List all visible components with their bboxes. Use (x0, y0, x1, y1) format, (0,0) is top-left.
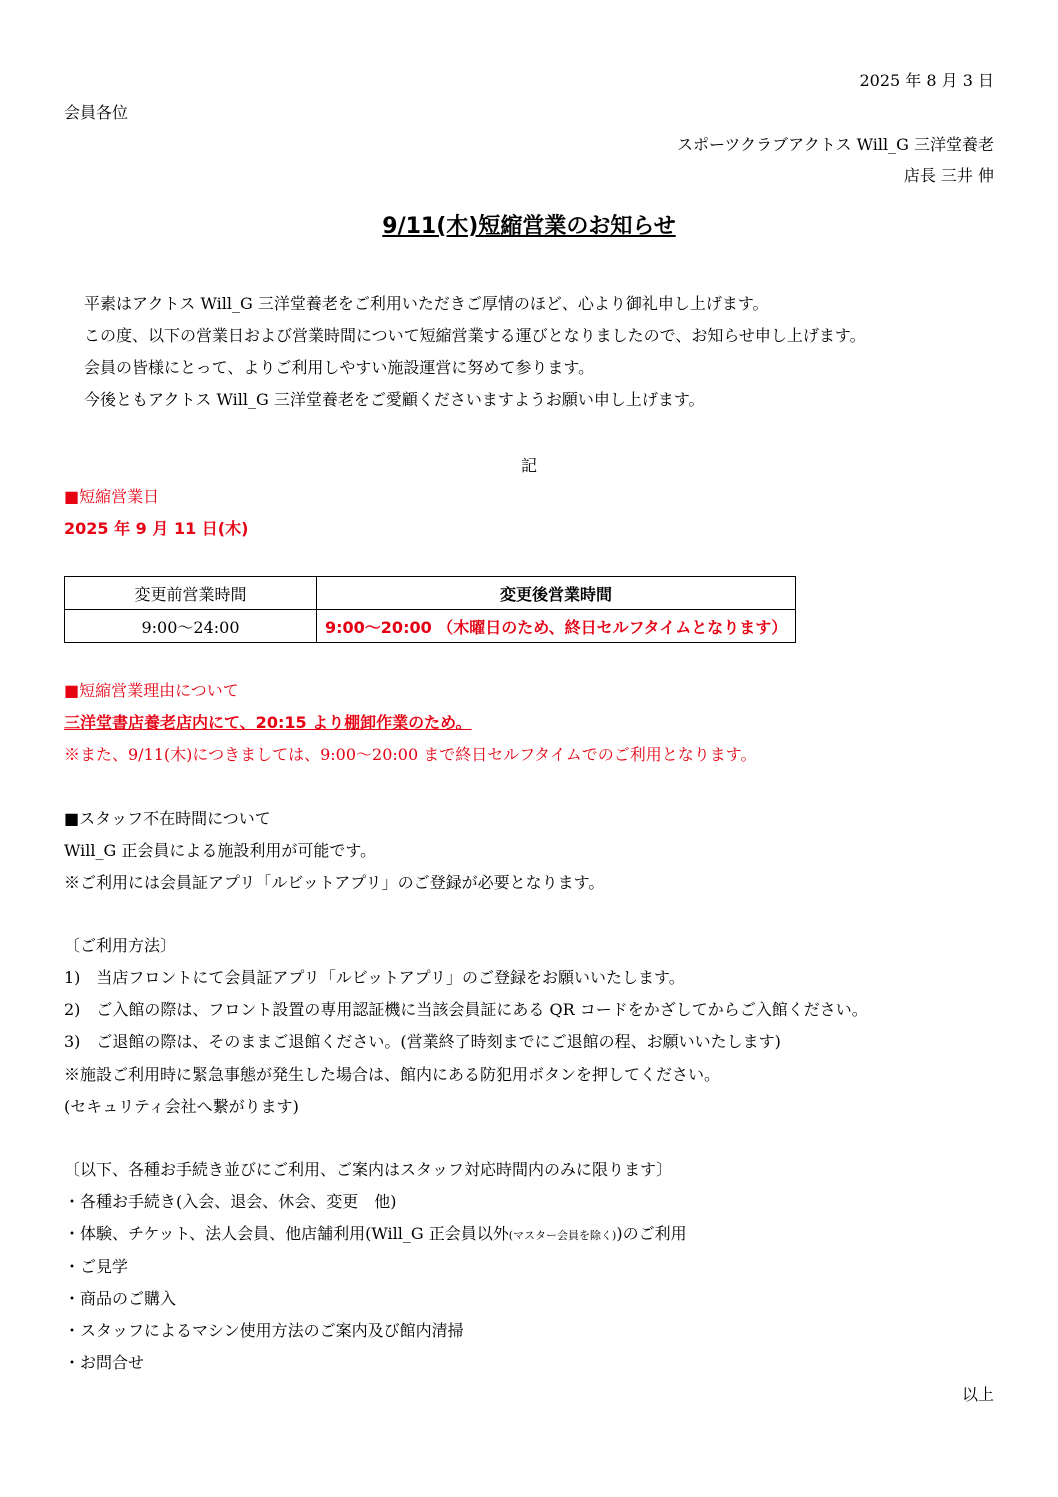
sender-organization: スポーツクラブアクトス Will_G 三洋堂養老 (676, 135, 994, 154)
staff-services-heading: 〔以下、各種お手続き並びにご利用、ご案内はスタッフ対応時間内のみに限ります〕 (64, 1160, 673, 1179)
reason-note: ※また、9/11(木)につきましては、9:00～20:00 まで終日セルフタイムでのご利用となります。 (64, 745, 757, 764)
value-after: 9:00～20:00 （木曜日のため、終日セルフタイムとなります） (317, 610, 796, 643)
emergency-note: ※施設ご利用時に緊急事態が発生した場合は、館内にある防犯用ボタンを押してください。 (64, 1065, 721, 1084)
intro-line-3: 会員の皆様にとって、よりご利用しやすい施設運営に努めて参ります。 (84, 358, 595, 377)
value-before: 9:00～24:00 (65, 610, 317, 643)
security-note: (セキュリティ会社へ繋がります) (64, 1097, 299, 1116)
hours-table (64, 576, 796, 643)
intro-line-4: 今後ともアクトス Will_G 三洋堂養老をご愛顧くださいますようお願い申し上げます。 (84, 390, 705, 409)
intro-line-1: 平素はアクトス Will_G 三洋堂養老をご利用いただきご厚情のほど、心より御礼申し上げます。 (84, 294, 769, 313)
staff-service-item-4: ・商品のご購入 (64, 1289, 177, 1308)
header-after: 変更後営業時間 (317, 577, 796, 610)
staff-service-item-3: ・ご見学 (64, 1257, 129, 1276)
short-hours-day-heading: ■短縮営業日 (64, 487, 160, 506)
staff-absent-line-1: Will_G 正会員による施設利用が可能です。 (64, 841, 377, 860)
staff-service-item-6: ・お問合せ (64, 1353, 145, 1372)
usage-step-1: 1) 当店フロントにて会員証アプリ「ルビットアプリ」のご登録をお願いいたします。 (64, 968, 685, 987)
addressee: 会員各位 (64, 103, 129, 122)
staff-absent-line-2: ※ご利用には会員証アプリ「ルビットアプリ」のご登録が必要となります。 (64, 873, 605, 892)
reason-text: 三洋堂書店養老店内にて、20:15 より棚卸作業のため。 (64, 713, 472, 732)
table-header-row (65, 577, 796, 610)
document-date: 2025 年 8 月 3 日 (859, 71, 994, 90)
document-title: 9/11(木)短縮営業のお知らせ (382, 214, 676, 239)
header-before: 変更前営業時間 (65, 577, 317, 610)
staff-service-item-2-pre: ・体験、チケット、法人会員、他店舗利用(Will_G 正会員以外 (64, 1224, 509, 1243)
closing-mark: 以上 (961, 1385, 994, 1404)
ki-marker: 記 (520, 456, 537, 475)
intro-line-2: この度、以下の営業日および営業時間について短縮営業する運びとなりましたので、お知らせ申し上げます。 (84, 326, 866, 345)
staff-service-item-2-post: )のご利用 (616, 1224, 687, 1243)
usage-step-2: 2) ご入館の際は、フロント設置の専用認証機に当該会員証にある QR コードをかざしてからご入館ください。 (64, 1000, 868, 1019)
sender-person: 店長 三井 伸 (903, 166, 994, 185)
usage-heading: 〔ご利用方法〕 (64, 936, 177, 955)
usage-step-3: 3) ご退館の際は、そのままご退館ください。(営業終了時刻までにご退館の程、お願いいたします) (64, 1032, 781, 1051)
table-row (65, 610, 796, 643)
reason-heading: ■短縮営業理由について (64, 681, 239, 700)
staff-service-item-2 (64, 1223, 687, 1247)
staff-service-item-1: ・各種お手続き(入会、退会、休会、変更 他) (64, 1192, 397, 1211)
staff-service-item-2-small: (マスター会員を除く) (508, 1229, 617, 1242)
staff-absent-heading: ■スタッフ不在時間について (64, 809, 271, 828)
staff-service-item-5: ・スタッフによるマシン使用方法のご案内及び館内清掃 (64, 1321, 464, 1340)
short-hours-date: 2025 年 9 月 11 日(木) (64, 519, 249, 538)
